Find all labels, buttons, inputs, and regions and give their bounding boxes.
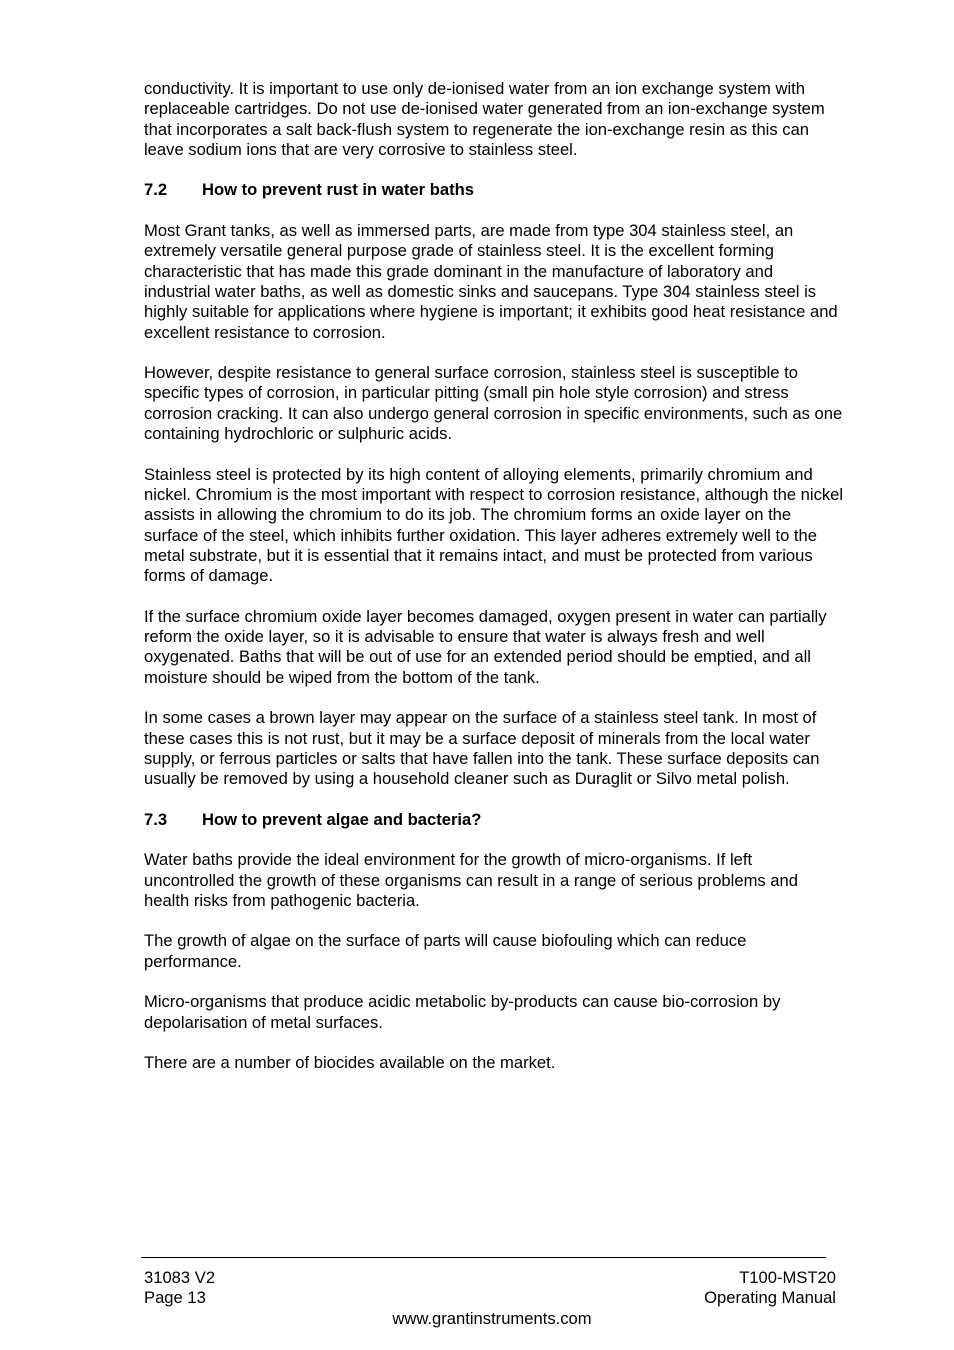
section-number: 7.3 bbox=[144, 809, 168, 829]
page-body bbox=[144, 79, 844, 1094]
paragraph: Micro-organisms that produce acidic metabolic by-products can cause bio-corrosion by depolarisation of metal surfaces. bbox=[144, 992, 781, 1032]
paragraph: However, despite resistance to general surface corrosion, stainless steel is susceptible to specific types of corrosion, in particular pitting (small pin hole style corrosion) and stress corrosion cracking. It can also undergo general corrosion in specific environments, such as one containing hydrochloric or sulphuric acids. bbox=[144, 363, 843, 444]
doc-code: 31083 V2 bbox=[144, 1268, 216, 1287]
paragraph: In some cases a brown layer may appear on the surface of a stainless steel tank. In most of these cases this is not rust, but it may be a surface deposit of minerals from the local water supply, or ferrous particles or salts that have fallen into the tank. These surface deposits can usually be removed by using a household cleaner such as Duraglit or Silvo metal polish. bbox=[144, 708, 820, 789]
section-heading-7-2 bbox=[144, 180, 844, 200]
footer-divider bbox=[141, 1257, 826, 1258]
paragraph: There are a number of biocides available on the market. bbox=[144, 1053, 556, 1073]
footer-url: www.grantinstruments.com bbox=[392, 1309, 592, 1328]
section-title: How to prevent rust in water baths bbox=[202, 180, 474, 200]
footer-left bbox=[144, 1268, 215, 1309]
section-number: 7.2 bbox=[144, 180, 168, 200]
model-number: T100-MST20 bbox=[739, 1268, 836, 1287]
section-title: How to prevent algae and bacteria? bbox=[202, 809, 482, 829]
paragraph: If the surface chromium oxide layer becomes damaged, oxygen present in water can partially reform the oxide layer, so it is advisable to ensure that water is always fresh and well oxygenated. Baths that will be out of use for an extended period should be emptied, and all moisture should be wiped from the bottom of the tank. bbox=[144, 606, 827, 687]
paragraph: Most Grant tanks, as well as immersed parts, are made from type 304 stainless steel, an extremely versatile general purpose grade of stainless steel. It is the excellent forming characteristic that has made this grade dominant in the manufacture of laboratory and industrial water baths, as well as domestic sinks and saucepans. Type 304 stainless steel is highly suitable for applications where hygiene is important; it exhibits good heat resistance and excellent resistance to corrosion. bbox=[144, 221, 838, 342]
paragraph: Water baths provide the ideal environment for the growth of micro-organisms. If left uncontrolled the growth of these organisms can result in a range of serious problems and health risks from pathogenic bacteria. bbox=[144, 850, 798, 910]
footer-right bbox=[704, 1268, 836, 1309]
intro-paragraph: conductivity. It is important to use only de-ionised water from an ion exchange system with replaceable cartridges. Do not use de-ionised water generated from an ion-exchange system that incorporates a salt back-flush system to regenerate the ion-exchange resin as this can leave sodium ions that are very corrosive to stainless steel. bbox=[144, 79, 825, 159]
paragraph: Stainless steel is protected by its high content of alloying elements, primarily chromium and nickel. Chromium is the most important with respect to corrosion resistance, although the nickel assists in allowing the chromium to do its job. The chromium forms an oxide layer on the surface of the steel, which inhibits further oxidation. This layer adheres extremely well to the metal substrate, but it is essential that it remains intact, and must be protected from various forms of damage. bbox=[144, 464, 844, 586]
manual-title: Operating Manual bbox=[704, 1288, 836, 1308]
page-number: Page 13 bbox=[144, 1288, 206, 1308]
paragraph: The growth of algae on the surface of parts will cause biofouling which can reduce performance. bbox=[144, 931, 747, 971]
section-heading-7-3 bbox=[144, 810, 844, 830]
